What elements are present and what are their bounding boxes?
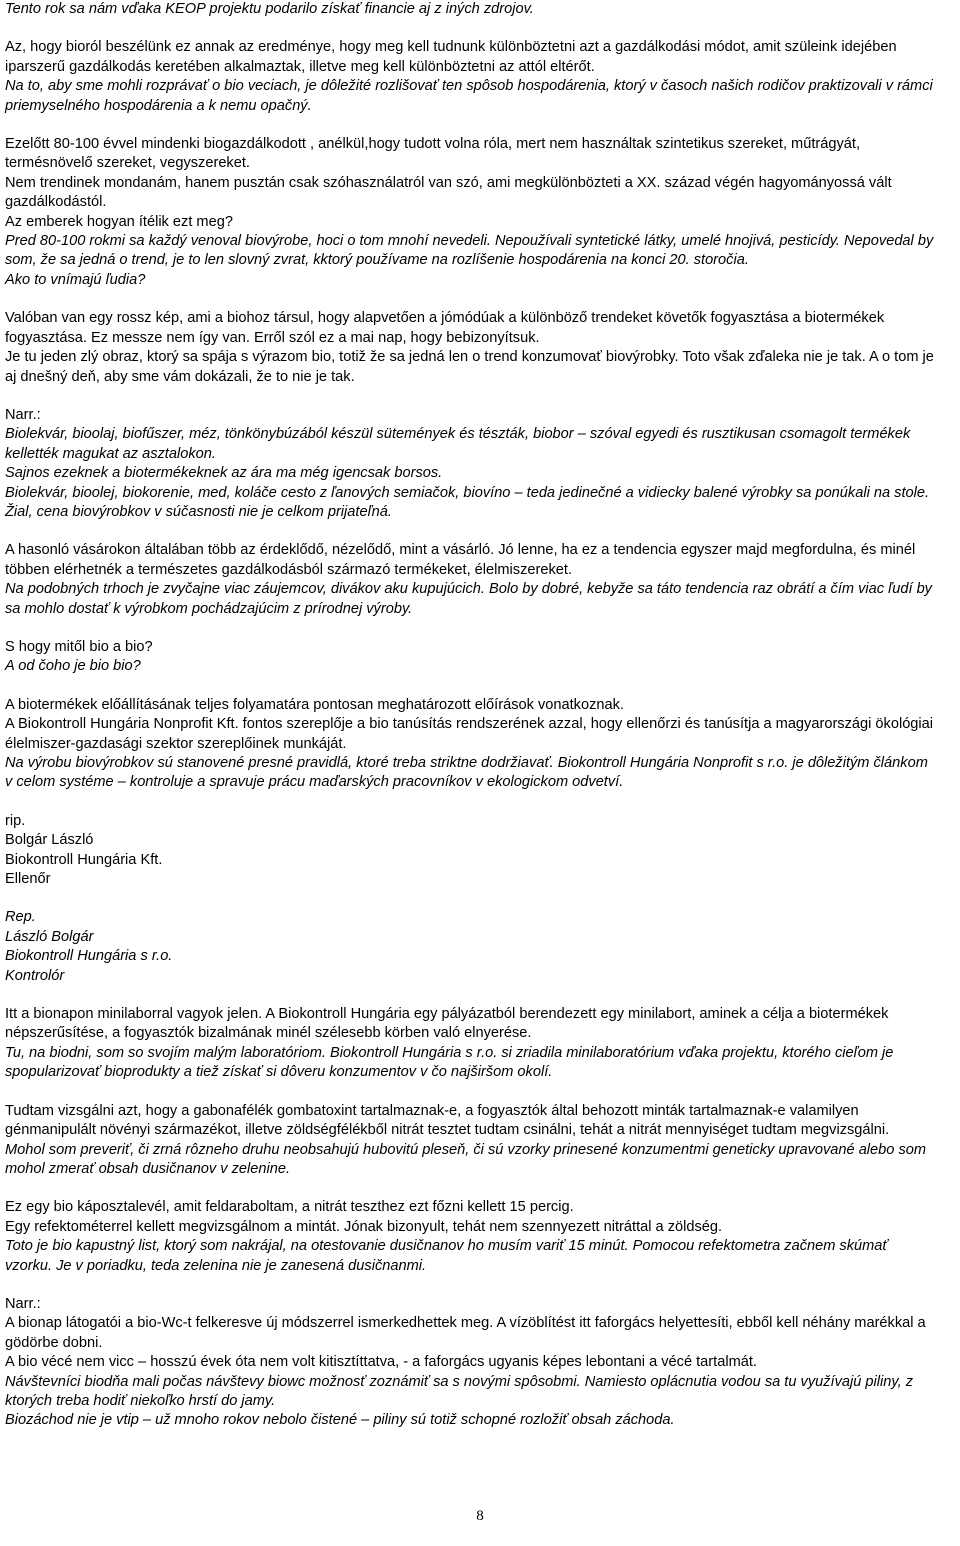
paragraph-spacer — [5, 619, 934, 638]
paragraph: Narr.: — [5, 406, 41, 423]
paragraph: Mohol som preveriť, či zrná rôzneho druhu neobsahujú hubovitú pleseň, či sú vzorky prinesené konzumentmi geneticky upravované alebo som mohol zmerať obsah dusičnanov v zelenine. — [5, 1141, 927, 1177]
paragraph: Návštevníci biodňa mali počas návštevy biowc možnosť zoznámiť sa s novými spôsobmi. Namiesto oplácnutia vodou sa tu využívajú piliny, z ktorých treba hodiť niekoľko hrstí do jamy. — [5, 1373, 913, 1409]
paragraph: Valóban van egy rossz kép, ami a biohoz társul, hogy alapvetően a jómódúak a különböző trendeket követők fogyasztása a biotermékek fogyasztása. Ez messze nem így van. Erről szól ez a mai nap, hogy bebizonyítsuk. — [5, 310, 885, 346]
paragraph: A bionap látogatói a bio-Wc-t felkeresve új módszerrel ismerkedhettek meg. A vízöblítést itt faforgács helyettesíti, ebből kell néhány marékkal a gödörbe dobni. — [5, 1315, 926, 1351]
paragraph: Žial, cena biovýrobkov v súčasnosti nie je celkom prijateľná. — [5, 503, 392, 520]
paragraph: Bolgár László — [5, 832, 94, 849]
paragraph: Az emberek hogyan ítélik ezt meg? — [5, 213, 233, 230]
paragraph-spacer — [5, 19, 934, 38]
paragraph-spacer — [5, 986, 934, 1005]
paragraph: Rep. — [5, 909, 36, 926]
paragraph: Biolekvár, bioolej, biokorenie, med, koláče cesto z ľanových semiačok, biovíno – teda jedinečné a vidiecky balené výrobky sa ponúkali na stole. — [5, 484, 930, 501]
paragraph-spacer — [5, 116, 934, 135]
page-number: 8 — [476, 1508, 484, 1524]
paragraph: Biokontroll Hungária s r.o. — [5, 948, 173, 965]
paragraph: Egy refektométerrel kellett megvizsgálnom a mintát. Jónak bizonyult, tehát nem szennyezett nitráttal a zöldség. — [5, 1218, 723, 1235]
paragraph: A od čoho je bio bio? — [5, 658, 141, 675]
paragraph-spacer — [5, 1276, 934, 1295]
paragraph-spacer — [5, 522, 934, 541]
paragraph-spacer — [5, 1179, 934, 1198]
paragraph: Na výrobu biovýrobkov sú stanovené presné pravidlá, ktoré treba striktne dodržiavať. Biokontroll Hungária Nonprofit s r.o. je dôležitým článkom v celom systéme – kontroluje a spravuje prácu maďarských pracovníkov v ekologickom odvetví. — [5, 755, 928, 791]
paragraph: Kontrolór — [5, 967, 65, 984]
paragraph-spacer — [5, 1083, 934, 1102]
paragraph: Tu, na biodni, som so svojím malým laboratóriom. Biokontroll Hungária s r.o. si zriadila minilaboratórium vďaka projektu, ktorého cieľom je spopularizovať bioprodukty a tiež získať si dôveru konzumentov v čo najširšom okolí. — [5, 1044, 894, 1081]
paragraph-spacer — [5, 387, 934, 406]
paragraph: Toto je bio kapustný list, ktorý som nakrájal, na otestovanie dusičnanov ho musím variť 15 minút. Pomocou refektometra začnem skúmať vzorku. Je v poriadku, teda zelenina nie je zanesená dusičnanmi. — [5, 1238, 888, 1274]
paragraph: Biozáchod nie je vtip – už mnoho rokov nebolo čistené – piliny sú totiž schopné rozložiť obsah záchoda. — [5, 1412, 675, 1429]
paragraph: Na to, aby sme mohli rozprávať o bio veciach, je dôležité rozlišovať ten spôsob hospodárenia, ktorý v časoch našich rodičov praktizovali v rámci priemyselného hospodárenia a k nemu opačný. — [5, 78, 933, 114]
paragraph: Biokontroll Hungária Kft. — [5, 851, 163, 868]
paragraph: Je tu jeden zlý obraz, ktorý sa spája s výrazom bio, totiž že sa jedná len o trend konzumovať biovýrobky. Toto však zďaleka nie je tak. A o tom je aj dnešný deň, aby sme vám dokázali, že to nie je tak. — [5, 349, 934, 385]
paragraph: A biotermékek előállításának teljes folyamatára pontosan meghatározott előírások vonatkoznak. — [5, 696, 624, 713]
paragraph: Ako to vnímajú ľudia? — [5, 271, 146, 288]
paragraph: S hogy mitől bio a bio? — [5, 638, 153, 655]
paragraph: Tudtam vizsgálni azt, hogy a gabonafélék gombatoxint tartalmaznak-e, a fogyasztók által behozott minták tartalmaznak-e valamilyen génmanipulált növényi származékot, illetve zöldségfélékből nitrát tesztet tudtam csinálni, tehát a nitrát mennyiséget tudtam megvizsgálni. — [5, 1102, 890, 1139]
page-content — [5, 0, 934, 1431]
paragraph: A hasonló vásárokon általában több az érdeklődő, nézelődő, mint a vásárló. Jó lenne, ha ez a tendencia egyszer majd megfordulna, és minél többen elérhetnék a természetes gazdálkodásból származó termékeket, élelmiszereket. — [5, 542, 916, 578]
paragraph-spacer — [5, 889, 934, 908]
paragraph: rip. — [5, 812, 26, 829]
paragraph: Pred 80-100 rokmi sa každý venoval biovýrobe, hoci o tom mnohí nevedeli. Nepoužívali syntetické látky, umelé hnojivá, pesticídy. Nepovedal by som, že sa jedná o trend, je to len slovný zvrat, kktorý používame na rozlíšenie hospodárenia na konci 20. storočia. — [5, 233, 934, 269]
paragraph: Ez egy bio káposztalevél, amit feldaraboltam, a nitrát teszthez ezt főzni kellett 15 percig. — [5, 1199, 574, 1216]
paragraph: Nem trendinek mondanám, hanem pusztán csak szóhasználatról van szó, ami megkülönbözteti a XX. század végén hagyományossá vált gazdálkodástól. — [5, 174, 892, 211]
paragraph: Tento rok sa nám vďaka KEOP projektu podarilo získať financie aj z iných zdrojov. — [5, 1, 534, 17]
paragraph: Itt a bionapon minilaborral vagyok jelen. A Biokontroll Hungária egy pályázatból berendezett egy minilabort, aminek a célja a biotermékek népszerűsítése, a fogyasztók bizalmának minél szélesebb körben való elnyerése. — [5, 1006, 889, 1042]
paragraph: Na podobných trhoch je zvyčajne viac záujemcov, divákov aku kupujúcich. Bolo by dobré, kebyže sa táto tendencia raz obrátí a čím viac ľudí by sa mohlo dostať k výrobkom pochádzajúcim z prírodnej výroby. — [5, 581, 932, 617]
paragraph: Sajnos ezeknek a biotermékeknek az ára ma még igencsak borsos. — [5, 465, 443, 482]
paragraph: Ezelőtt 80-100 évvel mindenki biogazdálkodott , anélkül,hogy tudott volna róla, mert nem használtak szintetikus szereket, műtrágyát, termésnövelő szereket, vegyszereket. — [5, 136, 861, 172]
paragraph-spacer — [5, 677, 934, 696]
paragraph: Biolekvár, bioolaj, biofűszer, méz, tönkönybúzából készül sütemények és tészták, biobor – szóval egyedi és rusztikusan csomagolt termékek kellették magukat az asztalokon. — [5, 426, 911, 462]
paragraph-spacer — [5, 793, 934, 812]
paragraph: László Bolgár — [5, 928, 94, 945]
paragraph: A bio vécé nem vicc – hosszú évek óta nem volt kitisztíttatva, - a faforgács ugyanis képes lebontani a vécé tartalmát. — [5, 1354, 757, 1371]
paragraph: A Biokontroll Hungária Nonprofit Kft. fontos szereplője a bio tanúsítás rendszerének azzal, hogy ellenőrzi és tanúsítja a magyarországi ökológiai élelmiszer-gazdasági szektor szereplőinek munkáját. — [5, 716, 934, 752]
paragraph: Ellenőr — [5, 871, 51, 888]
paragraph: Narr.: — [5, 1295, 41, 1312]
paragraph: Az, hogy bioról beszélünk ez annak az eredménye, hogy meg kell tudnunk különböztetni azt a gazdálkodási módot, amit szüleink idejében iparszerű gazdálkodás keretében alkalmaztak, illetve meg kell különböztetni az attól eltérőt. — [5, 39, 897, 75]
paragraph-spacer — [5, 290, 934, 309]
